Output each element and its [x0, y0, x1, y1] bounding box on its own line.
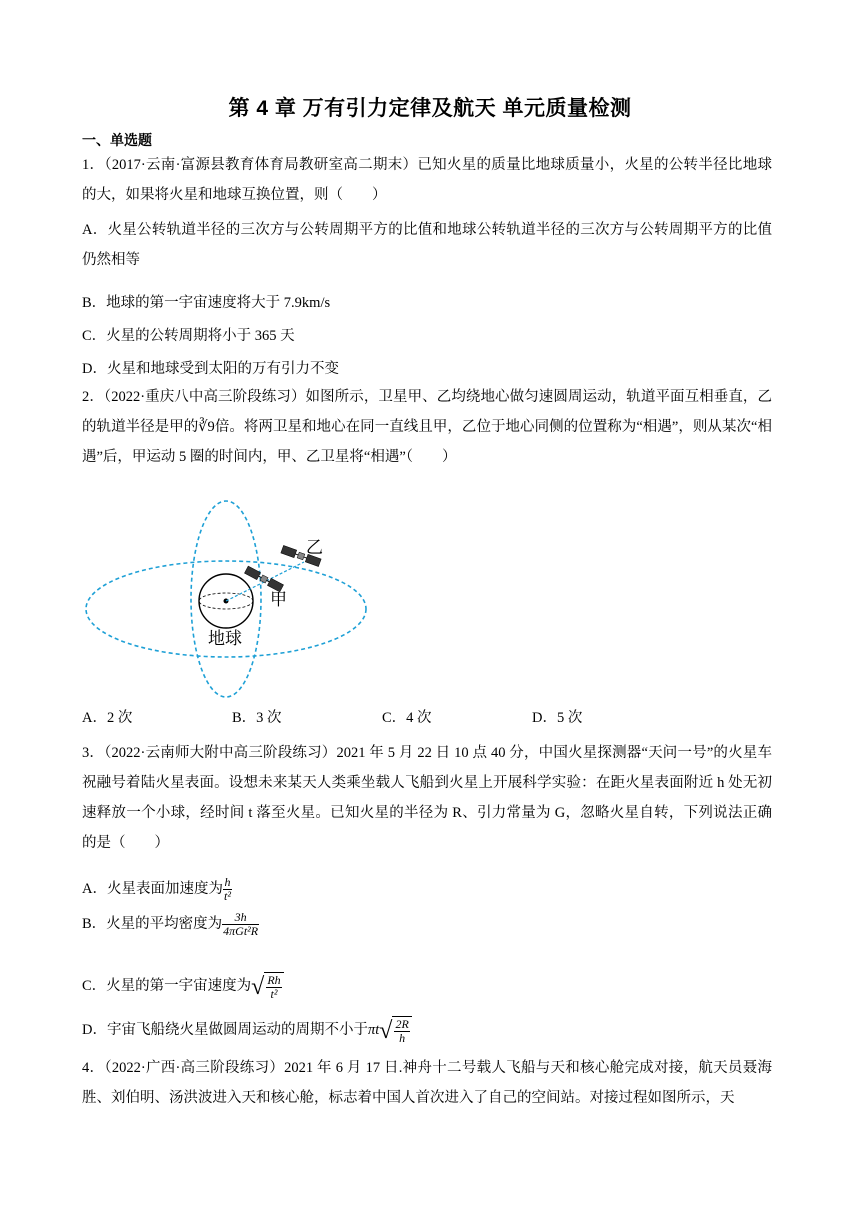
- question-1-option-d: D．火星和地球受到太阳的万有引力不变: [82, 361, 339, 377]
- page-title: 第 4 章 万有引力定律及航天 单元质量检测: [228, 97, 632, 120]
- question-3-option-a: [82, 876, 232, 903]
- earth-label: 地球: [208, 629, 242, 648]
- option-d-text: D．宇宙飞船绕火星做圆周运动的周期不小于: [82, 1021, 368, 1038]
- question-1-option-a: A．火星公转轨道半径的三次方与公转周期平方的比值和地球公转轨道半径的三次方与公转周期平方的比值仍然相等: [82, 222, 772, 268]
- formula-velocity: √ $\frac{Rh}{\text{t²}}$: [251, 972, 284, 1001]
- cube-root-9: ∛9: [198, 419, 215, 435]
- formula-density: $\frac{3h}{\text{4πGt²R}}$: [223, 910, 259, 938]
- satellite-b-label: 乙: [306, 538, 323, 557]
- option-b-text: B．火星的平均密度为: [82, 915, 223, 932]
- question-3-option-d: [82, 1016, 412, 1045]
- section-heading: 一、单选题: [82, 132, 152, 148]
- question-2-option-d: D．5 次: [532, 710, 583, 726]
- question-1-option-c: C．火星的公转周期将小于 365 天: [82, 328, 295, 344]
- satellite-a-label: 甲: [270, 590, 287, 609]
- formula-period: √ $\frac{2R}{h}$: [379, 1016, 412, 1045]
- question-1-option-b: B．地球的第一宇宙速度将大于 7.9km/s: [82, 295, 331, 311]
- question-2-option-b: B．3 次: [232, 710, 282, 726]
- question-2-stem: [82, 382, 772, 472]
- question-3-option-b: [82, 911, 259, 938]
- question-3-stem: 3．（2022·云南师大附中高三阶段练习）2021 年 5 月 22 日 10 点 40 分，中国火星探测器“天问一号”的火星车祝融号着陆火星表面。设想未来某天人类乘坐载人飞船到火星上开展科学实验：在距火星表面附近 h 处无初速释放一个小球，经时间 t 落至火星。已知火星的半径为 R、引力常量为 G，忽略火星自转，下列说法正确的是（ ）: [82, 745, 772, 851]
- formula-pi-t: πt: [367, 1021, 380, 1038]
- question-2-option-c: C．4 次: [382, 710, 432, 726]
- question-4-stem: 4．（2022·广西·高三阶段练习）2021 年 6 月 17 日.神舟十二号载人飞船与天和核心舱完成对接，航天员聂海胜、刘伯明、汤洪波进入天和核心舱，标志着中国人首次进入了自己的空间站。对接过程如图所示，天: [82, 1060, 772, 1106]
- question-2-stem-part-a: 2．（2022·重庆八中高三阶段练习）如图所示，卫星甲、乙均绕地心做匀速圆周运动，轨道平面互相垂直，乙的轨道半径是甲的: [82, 389, 772, 435]
- option-c-text: C．火星的第一宇宙速度为: [82, 977, 252, 994]
- question-1-stem: 1．（2017·云南·富源县教育体育局教研室高二期末）已知火星的质量比地球质量小，火星的公转半径比地球的大，如果将火星和地球互换位置，则（ ）: [82, 157, 772, 203]
- orbit-diagram: [80, 498, 380, 702]
- question-3-option-c: [82, 972, 284, 1001]
- question-2-option-a: A．2 次: [82, 710, 133, 726]
- option-a-text: A．火星表面加速度为: [82, 880, 223, 897]
- question-2-stem-part-b: 倍。将两卫星和地心在同一直线且甲，乙位于地心同侧的位置称为“相遇”，则从某次“相遇”后，甲运动 5 圈的时间内，甲、乙卫星将“相遇”（ ）: [82, 419, 772, 465]
- formula-h-over-t2: $\frac{h}{\text{t²}}$: [223, 875, 231, 903]
